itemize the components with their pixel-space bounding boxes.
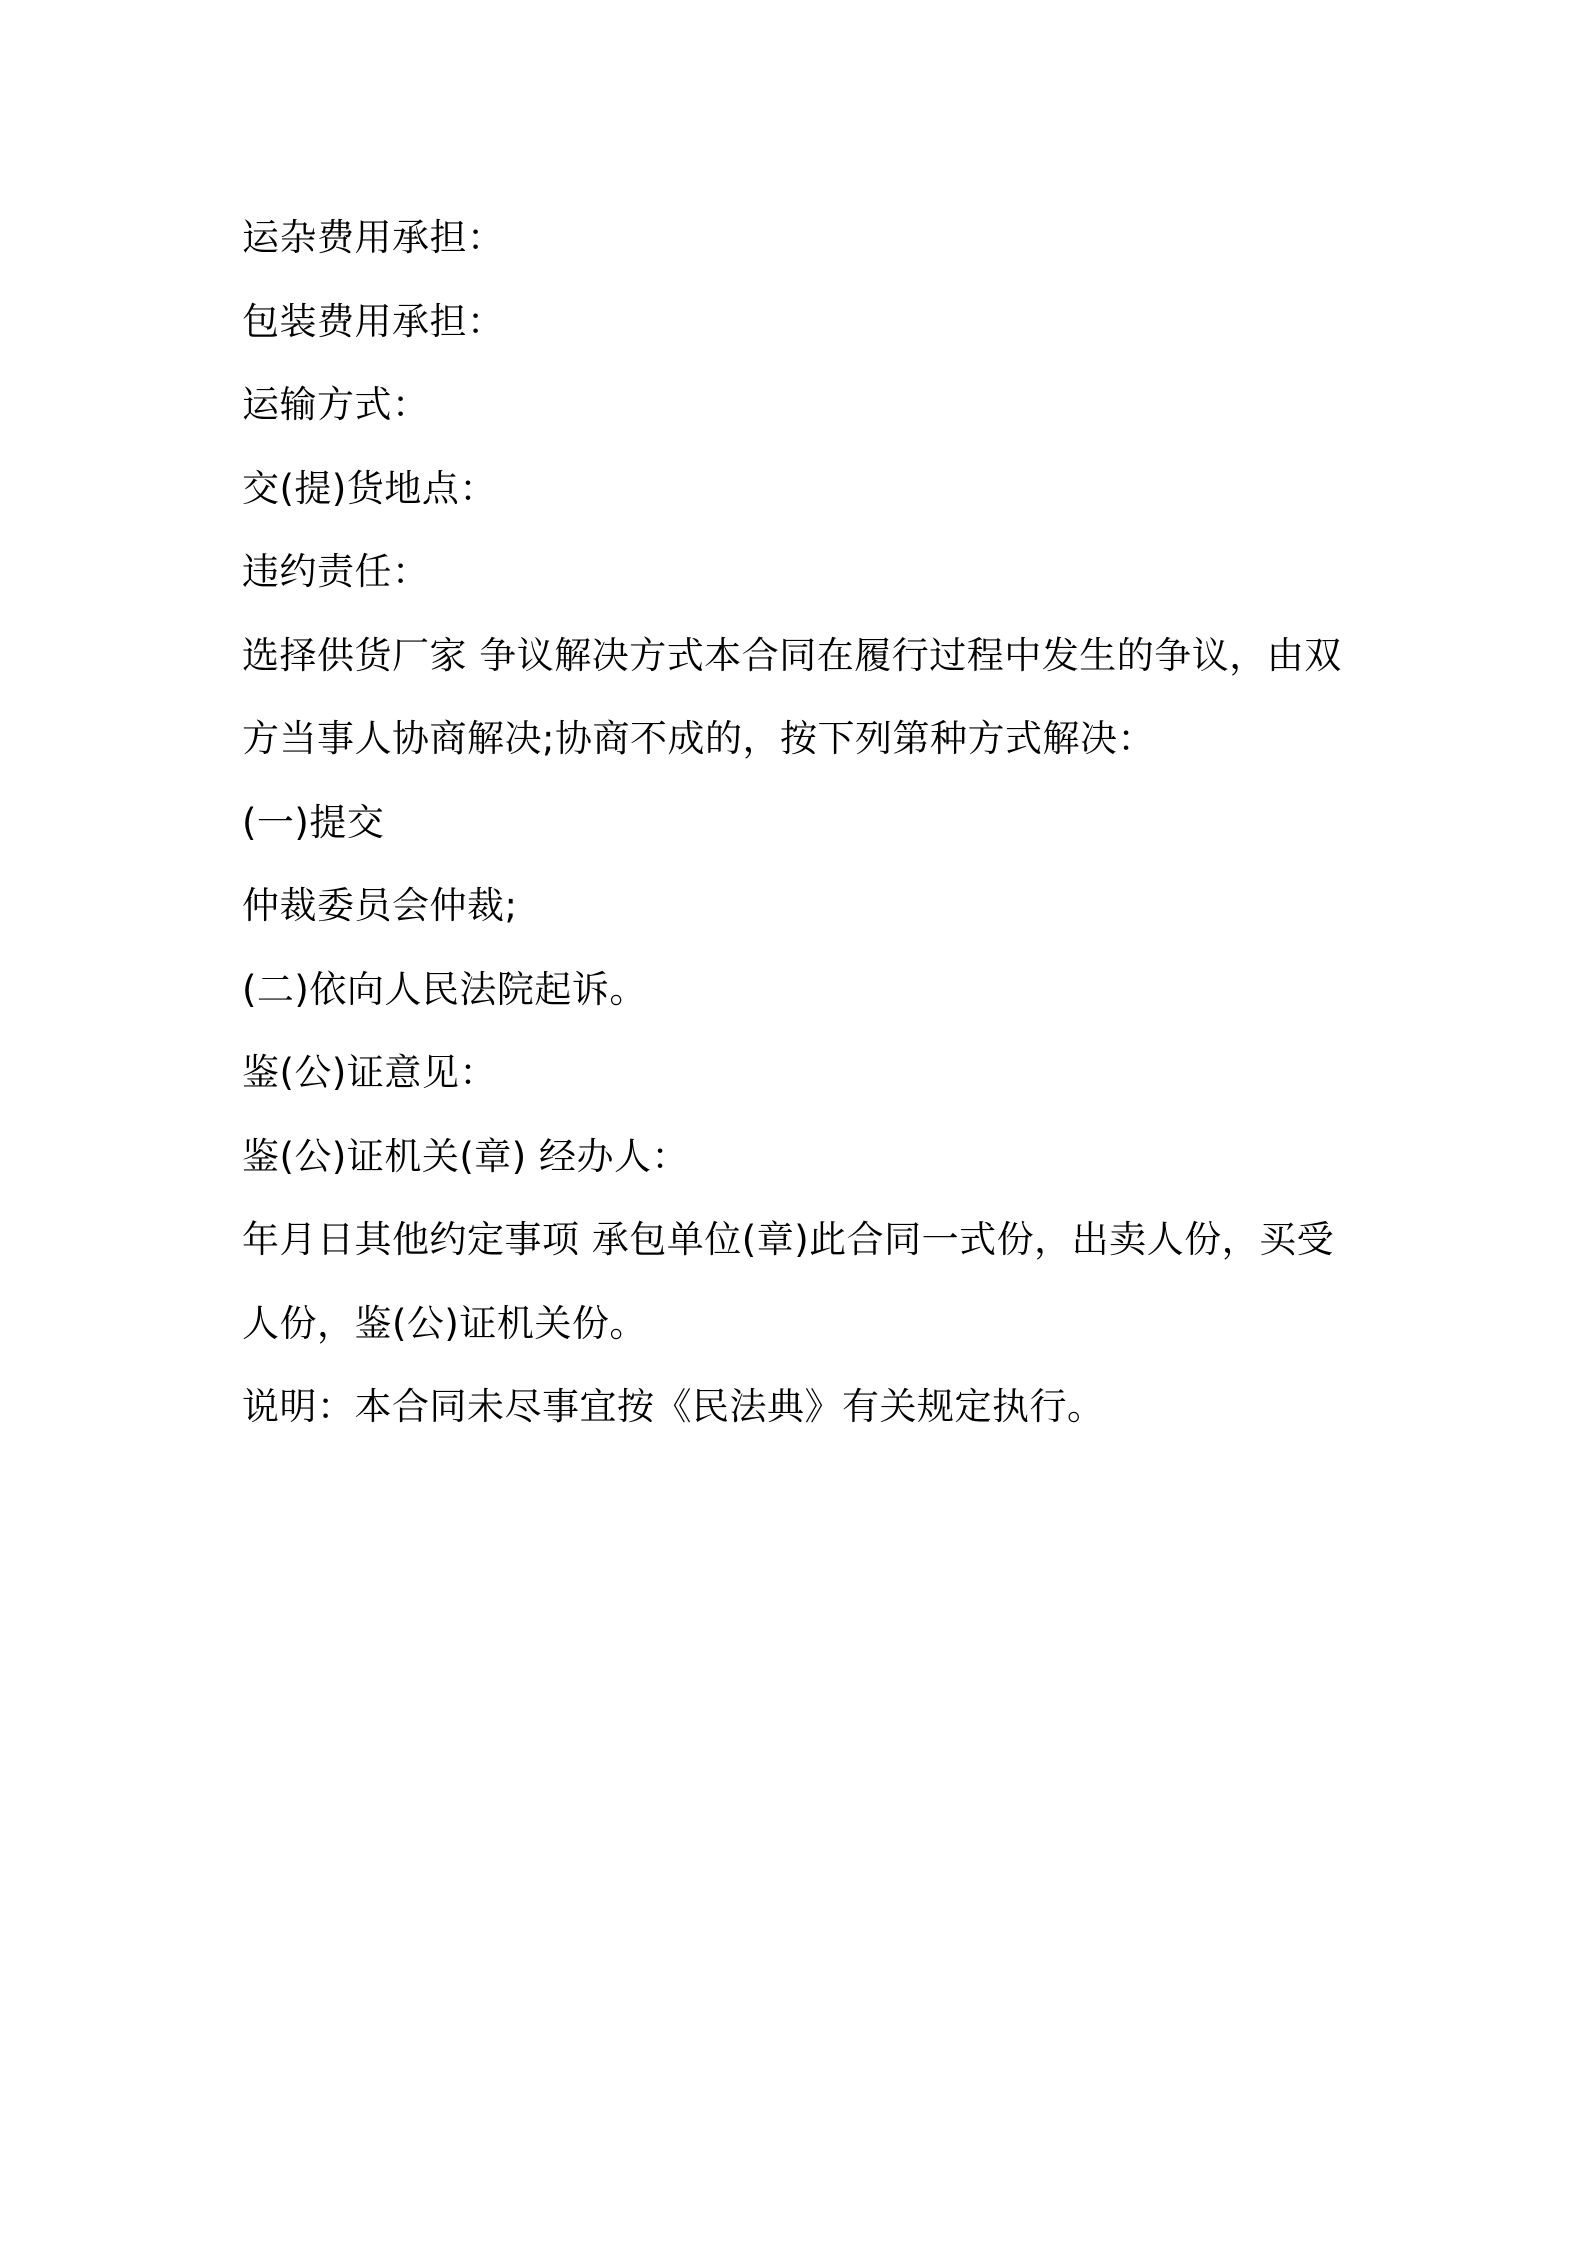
delivery-location-line: 交(提)货地点： <box>242 466 497 510</box>
document-body <box>242 196 1362 1449</box>
option-one-line: (一)提交 <box>242 800 385 844</box>
transport-method-line: 运输方式： <box>242 383 430 426</box>
arbitration-line: 仲裁委员会仲裁; <box>242 884 518 927</box>
notary-office-line: 鉴(公)证机关(章) 经办人： <box>242 1134 690 1178</box>
freight-cost-line: 运杂费用承担： <box>242 216 505 259</box>
breach-liability-line: 违约责任： <box>242 550 430 593</box>
other-terms-line-1: 年月日其他约定事项 承包单位(章)此合同一式份，出卖人份，买受 <box>242 1218 1335 1261</box>
dispute-resolution-line-2: 方当事人协商解决;协商不成的，按下列第种方式解决： <box>242 717 1155 760</box>
option-two-line: (二)依向人民法院起诉。 <box>242 967 647 1011</box>
dispute-resolution-line-1: 选择供货厂家 争议解决方式本合同在履行过程中发生的争议，由双 <box>242 633 1342 677</box>
packaging-cost-line: 包装费用承担： <box>242 299 505 343</box>
other-terms-line-2: 人份，鉴(公)证机关份。 <box>242 1301 647 1345</box>
notary-opinion-line: 鉴(公)证意见： <box>242 1051 497 1094</box>
note-line: 说明：本合同未尽事宜按《民法典》有关规定执行。 <box>242 1385 1105 1428</box>
